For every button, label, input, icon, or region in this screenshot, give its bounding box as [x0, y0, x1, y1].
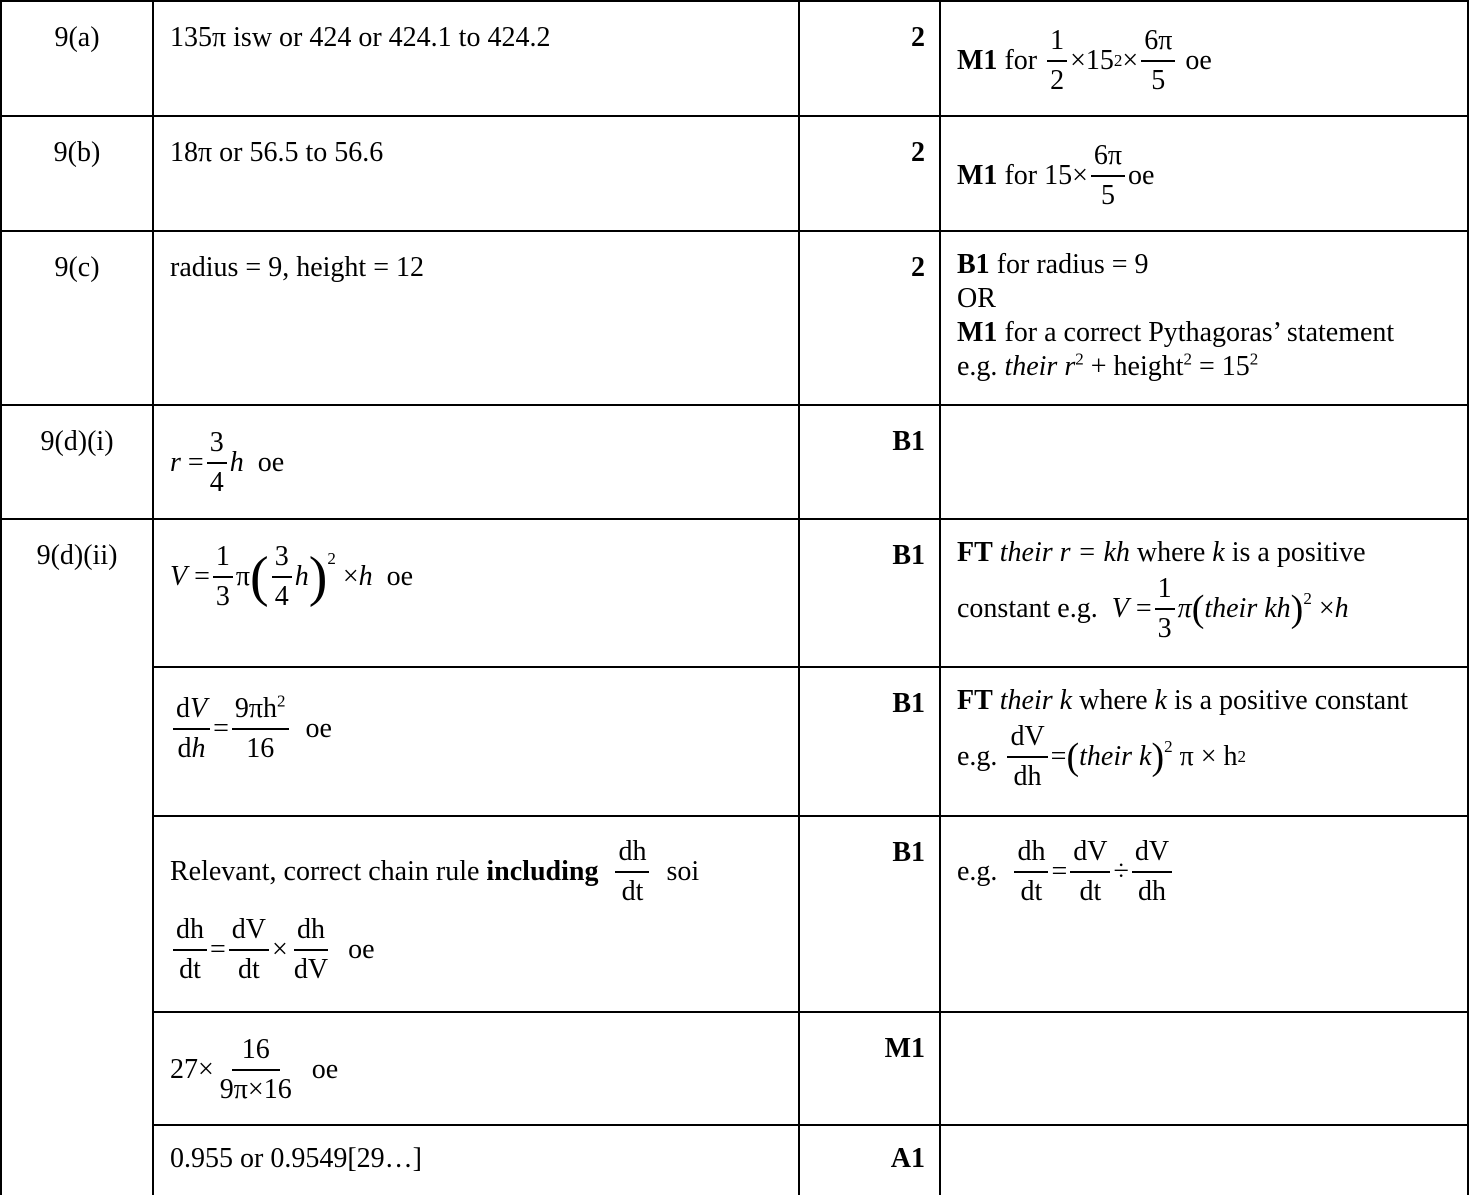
- oe-label: oe: [386, 561, 414, 592]
- math-var: V: [170, 561, 188, 592]
- fraction-numerator: 3: [207, 424, 227, 464]
- guidance-block: [957, 248, 1467, 384]
- marks-cell: [799, 231, 940, 405]
- exponent: 2: [1249, 349, 1259, 369]
- guidance-math: [957, 137, 1467, 215]
- table-row: [1, 1, 1468, 116]
- guidance-math: M1 for $\frac{1}{2}$ ×15 2 × $\frac{6\pi}{5}$ oe: [957, 22, 1467, 100]
- marks-value: B1: [892, 426, 925, 457]
- fraction: [1141, 22, 1175, 100]
- fraction: [229, 911, 269, 989]
- fraction: [1091, 137, 1125, 215]
- fraction-denominator: dt: [621, 876, 644, 907]
- right-paren: ): [308, 546, 328, 608]
- answer-text: 0.955 or 0.9549[29…]: [170, 1143, 422, 1174]
- math-operator: ×: [342, 561, 359, 592]
- guidance-italic: their k: [1079, 741, 1152, 772]
- answer-cell: [153, 667, 799, 816]
- fraction-numerator: [232, 690, 289, 730]
- fraction-denominator: dh: [1013, 761, 1042, 792]
- math-operator: ×: [1318, 593, 1335, 624]
- fraction: [1007, 718, 1047, 796]
- math-var: V: [190, 693, 208, 724]
- fraction-denominator: 3: [215, 581, 230, 612]
- marks-value: B1: [892, 688, 925, 719]
- marks-value: 2: [911, 252, 925, 283]
- fraction-numerator: [173, 690, 210, 730]
- fraction-denominator: [175, 730, 209, 768]
- fraction-denominator: 5: [1100, 180, 1115, 211]
- mark-code: B1: [957, 249, 990, 280]
- left-paren: (: [250, 546, 269, 608]
- guidance-italic: their r = kh: [999, 537, 1130, 568]
- guidance-italic: k: [1154, 685, 1167, 716]
- marks-value: 2: [911, 137, 925, 168]
- oe-label: oe: [305, 713, 332, 744]
- fraction-denominator: dh: [1137, 876, 1166, 907]
- table-row: [1, 816, 1468, 1012]
- exponent: 2: [1183, 349, 1192, 369]
- fraction-denominator: 4: [209, 467, 224, 498]
- math-operator: =: [213, 713, 229, 744]
- mark-code: FT: [957, 537, 993, 568]
- table-row: [1, 231, 1468, 405]
- math-operator: ×: [272, 934, 288, 965]
- oe-label: oe: [1185, 45, 1212, 76]
- soi-label: soi: [666, 856, 700, 887]
- oe-label: oe: [1128, 160, 1155, 191]
- fraction-denominator: dt: [238, 954, 260, 985]
- question-label: 9(b): [53, 137, 101, 168]
- fraction: [1132, 833, 1172, 911]
- marks-cell: [799, 1, 940, 116]
- fraction: [232, 690, 289, 768]
- guidance-text: is a positive constant: [1173, 685, 1409, 716]
- oe-label: oe: [348, 934, 375, 965]
- fraction: [1070, 833, 1110, 911]
- guidance-text: for radius = 9: [996, 249, 1149, 280]
- marks-value: M1: [884, 1033, 925, 1064]
- guidance-line: [957, 536, 1467, 570]
- math-operator: =: [1050, 741, 1067, 772]
- marks-cell: [799, 1012, 940, 1125]
- math-var: h: [229, 447, 244, 478]
- math-var: h: [358, 561, 373, 592]
- fraction: [1014, 833, 1048, 911]
- answer-cell: [153, 231, 799, 405]
- fraction: [1155, 570, 1175, 648]
- guidance-text: where: [1079, 685, 1148, 716]
- guidance-italic: k: [1212, 537, 1225, 568]
- fraction-numerator: dh: [615, 833, 649, 873]
- answer-cell: [153, 1125, 799, 1195]
- fraction-denominator: 2: [1050, 65, 1065, 96]
- fraction: [291, 911, 331, 989]
- math-d: d: [176, 693, 190, 724]
- answer-cell: [153, 1012, 799, 1125]
- fraction-denominator: dt: [179, 954, 201, 985]
- fraction-numerator: 1: [213, 538, 233, 578]
- exponent: 2: [1075, 349, 1084, 369]
- exponent: 2: [277, 691, 286, 711]
- question-cell: [1, 405, 153, 519]
- fraction-numerator: dh: [173, 911, 207, 951]
- right-paren: ): [1151, 736, 1165, 778]
- math-text: π × h: [1179, 741, 1238, 772]
- fraction-denominator: dV: [293, 954, 329, 985]
- fraction: [213, 538, 233, 616]
- guidance-cell: [940, 405, 1468, 519]
- table-row: [1, 519, 1468, 667]
- question-label: 9(d)(ii): [36, 540, 118, 571]
- guidance-cell: [940, 816, 1468, 1012]
- fraction: [272, 538, 292, 616]
- guidance-cell: [940, 116, 1468, 231]
- marks-cell: [799, 816, 940, 1012]
- math-text: 9πh: [234, 693, 278, 724]
- marks-cell: [799, 1125, 940, 1195]
- fraction: [173, 911, 207, 989]
- guidance-text: where: [1136, 537, 1206, 568]
- fraction-numerator: 16: [232, 1031, 280, 1071]
- guidance-text: for 15×: [1004, 160, 1088, 191]
- answer-text: Relevant, correct chain rule: [170, 856, 480, 887]
- guidance-cell: [940, 1012, 1468, 1125]
- answer-math: [170, 1031, 798, 1109]
- math-d: d: [177, 733, 192, 764]
- answer-math: [170, 911, 798, 989]
- answer-cell: [153, 116, 799, 231]
- fraction-denominator: 5: [1151, 65, 1166, 96]
- guidance-math: [957, 833, 1467, 911]
- fraction-numerator: dV: [1132, 833, 1172, 873]
- guidance-text: = 15: [1199, 351, 1250, 382]
- answer-text: radius = 9, height = 12: [170, 252, 424, 283]
- math-text: ×15: [1070, 45, 1114, 76]
- math-var: r: [170, 447, 181, 478]
- guidance-text: e.g.: [957, 856, 998, 887]
- question-label: 9(c): [54, 252, 100, 283]
- question-cell: [1, 1, 153, 116]
- fraction-denominator: dt: [1079, 876, 1102, 907]
- marks-value: 2: [911, 22, 925, 53]
- fraction-numerator: 1: [1155, 570, 1175, 610]
- guidance-text: e.g.: [957, 741, 998, 772]
- math-operator: =: [187, 447, 204, 478]
- guidance-text: + height: [1090, 351, 1184, 382]
- question-label: 9(a): [54, 22, 100, 53]
- table-row: [1, 405, 1468, 519]
- guidance-math: constant e.g. V = $\frac{1}{3}$ π ( their kh ) 2 × h: [957, 570, 1467, 648]
- fraction: [207, 424, 227, 502]
- math-text: 27×: [170, 1054, 214, 1085]
- math-operator: =: [1135, 593, 1152, 624]
- fraction-numerator: 3: [272, 538, 292, 578]
- answer-cell: [153, 1, 799, 116]
- guidance-cell: [940, 1125, 1468, 1195]
- answer-cell: [153, 519, 799, 667]
- marks-value: A1: [890, 1143, 925, 1174]
- answer-math: V = $\frac{1}{3}$ π ( $\frac{3}{4}$ h ) 2 × h oe: [170, 538, 798, 616]
- answer-cell: [153, 405, 799, 519]
- table-row: [1, 116, 1468, 231]
- math-var: h: [1334, 593, 1349, 624]
- answer-math: [170, 690, 798, 768]
- left-paren: (: [1066, 736, 1080, 778]
- marks-cell: [799, 116, 940, 231]
- fraction-denominator: dt: [1020, 876, 1043, 907]
- guidance-math: e.g. $\frac{dV}{dh}$ = ( their k ) 2 π × h 2: [957, 718, 1467, 796]
- marks-cell: [799, 667, 940, 816]
- table-row: [1, 667, 1468, 816]
- mark-code: M1: [957, 45, 998, 76]
- math-operator: =: [210, 934, 226, 965]
- math-operator: =: [1051, 856, 1068, 887]
- left-paren: (: [1191, 588, 1205, 630]
- guidance-cell: [940, 1, 1468, 116]
- fraction-numerator: dV: [1070, 833, 1110, 873]
- math-symbol: π: [1177, 593, 1192, 624]
- math-operator: ×: [1122, 45, 1139, 76]
- mark-code: M1: [957, 160, 998, 191]
- math-var: V: [1111, 593, 1129, 624]
- guidance-line: OR: [957, 283, 996, 314]
- guidance-text: for: [1004, 45, 1038, 76]
- math-symbol: π: [235, 561, 251, 592]
- guidance-line: [957, 684, 1467, 718]
- mark-code: FT: [957, 685, 993, 716]
- fraction-numerator: 6π: [1141, 22, 1175, 62]
- marks-value: B1: [892, 540, 925, 571]
- answer-math: [170, 424, 798, 502]
- oe-label: oe: [257, 447, 285, 478]
- guidance-text: constant e.g.: [957, 593, 1098, 624]
- mark-code: M1: [957, 317, 998, 348]
- answer-bold: including: [486, 856, 599, 887]
- fraction-denominator: 9π×16: [219, 1074, 292, 1105]
- marks-value: B1: [892, 837, 925, 868]
- guidance-text: for a correct Pythagoras’ statement: [1004, 317, 1395, 348]
- marks-cell: [799, 405, 940, 519]
- fraction-numerator: dV: [1007, 718, 1047, 758]
- fraction-numerator: dh: [1014, 833, 1048, 873]
- guidance-italic: their k: [999, 685, 1073, 716]
- guidance-italic: their r: [1004, 351, 1076, 382]
- table-row: [1, 1125, 1468, 1195]
- fraction-numerator: dV: [229, 911, 269, 951]
- guidance-line: [957, 316, 1467, 350]
- math-operator: =: [194, 561, 210, 592]
- fraction: [615, 833, 649, 911]
- guidance-line: [957, 248, 1467, 282]
- guidance-cell: [940, 231, 1468, 405]
- answer-text: 135π isw or 424 or 424.1 to 424.2: [170, 22, 551, 53]
- fraction-denominator: 3: [1157, 613, 1172, 644]
- answer-math: [170, 833, 798, 911]
- fraction-denominator: 4: [274, 581, 289, 612]
- fraction-numerator: 1: [1047, 22, 1067, 62]
- guidance-italic: their kh: [1204, 593, 1291, 624]
- marks-cell: [799, 519, 940, 667]
- question-label: 9(d)(i): [40, 426, 114, 457]
- right-paren: ): [1290, 588, 1304, 630]
- guidance-text: e.g.: [957, 351, 998, 382]
- math-var: h: [294, 561, 309, 592]
- guidance-cell: [940, 519, 1468, 667]
- answer-text: 18π or 56.5 to 56.6: [170, 137, 384, 168]
- fraction: [1047, 22, 1067, 100]
- answer-cell: [153, 816, 799, 1012]
- fraction-denominator: 16: [246, 733, 275, 764]
- table-row: [1, 1012, 1468, 1125]
- guidance-line: [957, 350, 1467, 384]
- math-var: h: [191, 733, 206, 764]
- fraction: [217, 1031, 295, 1109]
- oe-label: oe: [311, 1054, 339, 1085]
- fraction: [173, 690, 210, 768]
- guidance-text: is a positive: [1231, 537, 1366, 568]
- fraction-numerator: 6π: [1091, 137, 1125, 177]
- fraction-numerator: dh: [294, 911, 328, 951]
- guidance-cell: [940, 667, 1468, 816]
- question-cell: [1, 116, 153, 231]
- question-cell: [1, 519, 153, 1195]
- question-cell: [1, 231, 153, 405]
- math-operator: ÷: [1113, 856, 1129, 887]
